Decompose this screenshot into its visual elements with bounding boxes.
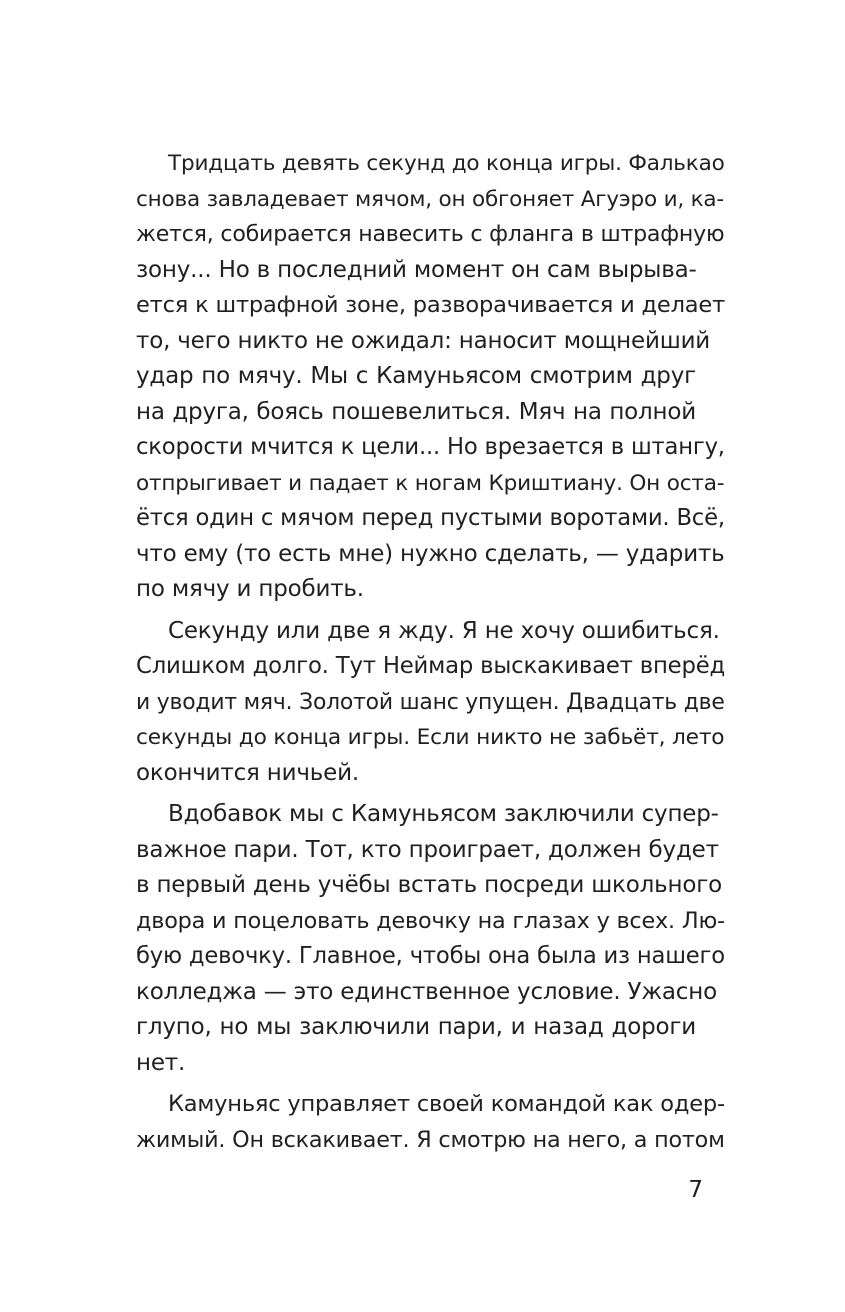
text-line: Секунду или две я жду. Я не хочу ошибиться. [168,617,720,644]
text-line: Камуньяс управляет своей командой как одер- [168,1091,725,1117]
text-line: по мячу и пробить. [136,576,364,602]
text-line: колледжа — это единственное условие. Ужасно [136,978,717,1005]
text-line: что ему (то есть мне) нужно сделать, — ударить [136,540,725,567]
text-line: Тридцать девять секунд до конца игры. Фалькао [168,151,725,176]
text-line: секунды до конца игры. Если никто не забьёт, лето [136,725,725,750]
text-line: отпрыгивает и падает к ногам Криштиану. Он оста- [136,470,725,496]
text-line: бую девочку. Главное, чтобы она была из нашего [136,943,725,969]
text-line: двора и поцеловать девочку на глазах у всех. Лю- [136,907,725,934]
page-body [104,146,726,1158]
text-line: глупо, но мы заключили пари, и назад дороги [136,1014,696,1040]
text-line: нет. [136,1049,186,1076]
text-line: окончится ничьей. [136,759,359,786]
text-line: зону... Но в последний момент он сам вырыва- [136,256,697,283]
text-line: снова завладевает мячом, он обгоняет Агуэро и, ка- [136,186,724,212]
text-line: в первый день учёбы встать посреди школьного [136,872,722,898]
text-line: жимый. Он вскакивает. Я смотрю на него, а потом [136,1126,725,1153]
text-line: Слишком долго. Тут Неймар выскакивает вперёд [136,653,726,679]
text-line: удар по мячу. Мы с Камуньясом смотрим друг [136,363,696,389]
text-line: Вдобавок мы с Камуньясом заключили супер- [168,801,719,827]
text-line: скорости мчится к цели... Но врезается в штангу, [136,434,725,460]
text-line: важное пари. Тот, кто проиграет, должен будет [136,836,719,863]
paragraph-3 [104,797,725,1081]
text-line: жется, собирается навесить с фланга в штрафную [136,221,725,247]
paragraph-2 [104,614,726,792]
paragraph-1 [104,146,726,608]
paragraph-4 [104,1087,725,1158]
text-line: ется к штрафной зоне, разворачивается и делает [136,292,726,318]
page-number: 7 [688,1177,703,1203]
text-line: и уводит мяч. Золотой шанс упущен. Двадцать две [136,689,725,715]
text-line: на друга, боясь пошевелиться. Мяч на полной [136,398,696,425]
text-line: то, чего никто не ожидал: наносит мощнейший [136,327,711,354]
text-line: ётся один с мячом перед пустыми воротами. Всё, [136,505,725,531]
